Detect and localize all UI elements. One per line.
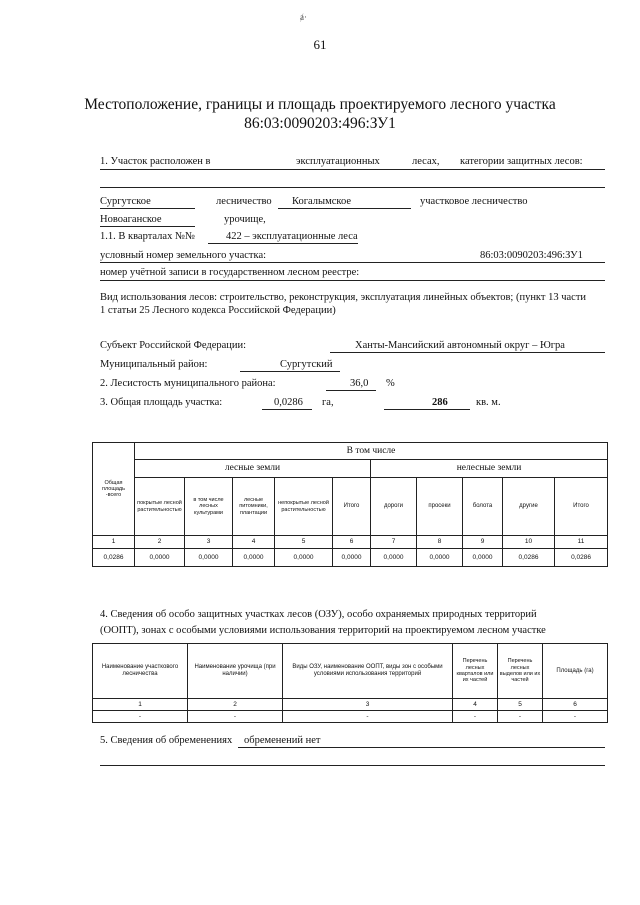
col-header: непокрытые лесной растительностью [275,478,333,536]
underline [384,409,470,410]
col-header: Виды ОЗУ, наименование ООПТ, виды зон с особыми условиями использования территорий [283,644,453,699]
col-header: Перечень лесных выделов или их частей [498,644,543,699]
registry-label: номер учётной записи в государственном лесном реестре: [100,267,360,278]
nonforest-lands-header: нелесные земли [371,460,608,478]
underline [100,187,605,188]
col-header: Наименование участкового лесничества [93,644,188,699]
col-header: покрытые лесной растительностью [135,478,185,536]
kvartal-label: 1.1. В кварталах №№ [100,231,195,242]
incl-header: В том числе [135,443,608,460]
municipal-value: Сургутский [280,359,333,370]
area-m2-value: 286 [432,397,448,408]
section5-value: обременений нет [244,735,321,746]
stamp-mark: ⱥ· [300,12,307,22]
area-m2-unit: кв. м. [476,397,501,408]
special-zones-table [92,643,608,723]
table-cell: - [283,711,453,723]
col-number: 9 [463,536,503,549]
lesistost-label: 2. Лесистость муниципального района: [100,378,276,389]
table-cell: 0,0286 [503,549,555,567]
section5-label: 5. Сведения об обременениях [100,735,233,746]
col-header: Перечень лесных кварталов или их частей [453,644,498,699]
lesistost-unit: % [386,378,395,389]
underline [278,208,411,209]
uch-lesnichestvo-label: участковое лесничество [420,196,528,207]
col-number: 10 [503,536,555,549]
section4-line2: (ООПТ), зонах с особыми условиями использования территорий на проектируемом лесном участке [100,625,546,636]
col-header: дороги [371,478,417,536]
col-number: 2 [188,699,283,711]
page-subtitle: 86:03:0090203:496:ЗУ1 [244,115,396,132]
table-cell: 0,0000 [185,549,233,567]
underline [240,371,340,372]
table-cell: 0,0000 [275,549,333,567]
table-cell: 0,0000 [333,549,371,567]
lesistost-value: 36,0 [350,378,369,389]
uch-lesnichestvo-value: Когалымское [292,196,351,207]
forests-word: лесах, [412,156,440,167]
subject-label: Субъект Российской Федерации: [100,340,247,351]
section4-line1: 4. Сведения об особо защитных участках лесов (ОЗУ), особо охраняемых природных территорий [100,609,537,620]
section1-label: 1. Участок расположен в [100,156,211,167]
area-ha-unit: га, [322,397,334,408]
col-number: 4 [453,699,498,711]
underline [208,243,358,244]
table-cell: 0,0000 [417,549,463,567]
underline [330,352,605,353]
underline [100,280,605,281]
forest-lands-header: лесные земли [135,460,371,478]
col-number: 4 [233,536,275,549]
col-total-header: Общая площадь -всего [93,443,135,536]
col-number: 3 [185,536,233,549]
table-cell: - [188,711,283,723]
underline [262,409,312,410]
col-number: 5 [275,536,333,549]
lesnichestvo-value: Сургутское [100,196,151,207]
table-cell: 0,0000 [233,549,275,567]
page-number: 61 [313,37,327,52]
col-number: 7 [371,536,417,549]
subject-value: Ханты-Мансийский автономный округ – Югра [355,340,565,351]
col-header: лесные питомники, плантации [233,478,275,536]
underline [100,765,605,766]
underline [100,169,605,170]
table-cell: - [453,711,498,723]
col-number: 2 [135,536,185,549]
underline [100,262,605,263]
col-header: просеки [417,478,463,536]
col-number: 3 [283,699,453,711]
lesnichestvo-label: лесничество [216,196,272,207]
col-header: Площадь (га) [543,644,608,699]
area-label: 3. Общая площадь участка: [100,397,223,408]
col-number: 6 [543,699,608,711]
table-cell: 0,0286 [93,549,135,567]
col-number: 1 [93,536,135,549]
col-header: в том числе лесных культурами [185,478,233,536]
page-title: Местоположение, границы и площадь проектируемого лесного участка [84,96,556,113]
col-header: Итого [333,478,371,536]
table-cell: 0,0000 [463,549,503,567]
table-cell: - [543,711,608,723]
col-number: 11 [555,536,608,549]
col-number: 6 [333,536,371,549]
area-ha-value: 0,0286 [274,397,303,408]
underline [100,208,195,209]
table-cell: 0,0286 [555,549,608,567]
urochishche-label: урочище, [224,214,266,225]
usage-line1: Вид использования лесов: строительство, реконструкция, эксплуатация линейных объектов; (пункт 13 части [100,292,587,303]
col-number: 8 [417,536,463,549]
underline [100,226,195,227]
underline [326,390,376,391]
land-area-table [92,442,608,567]
col-header: другие [503,478,555,536]
usage-line2: 1 статьи 25 Лесного кодекса Российской Федерации) [100,305,336,316]
forest-type-value: эксплуатационных [296,156,380,167]
urochishche-value: Новоаганское [100,214,162,225]
category-label: категории защитных лесов: [460,156,583,167]
col-header: Итого [555,478,608,536]
table-cell: - [498,711,543,723]
table-cell: 0,0000 [371,549,417,567]
table-cell: 0,0000 [135,549,185,567]
cadastral-label: условный номер земельного участка: [100,250,267,261]
kvartal-value: 422 – эксплуатационные леса [226,231,358,242]
municipal-label: Муниципальный район: [100,359,208,370]
col-header: Наименование урочища (при наличии) [188,644,283,699]
col-header: болота [463,478,503,536]
col-number: 5 [498,699,543,711]
table-cell: - [93,711,188,723]
underline [238,747,605,748]
cadastral-value: 86:03:0090203:496:ЗУ1 [480,250,583,261]
col-number: 1 [93,699,188,711]
